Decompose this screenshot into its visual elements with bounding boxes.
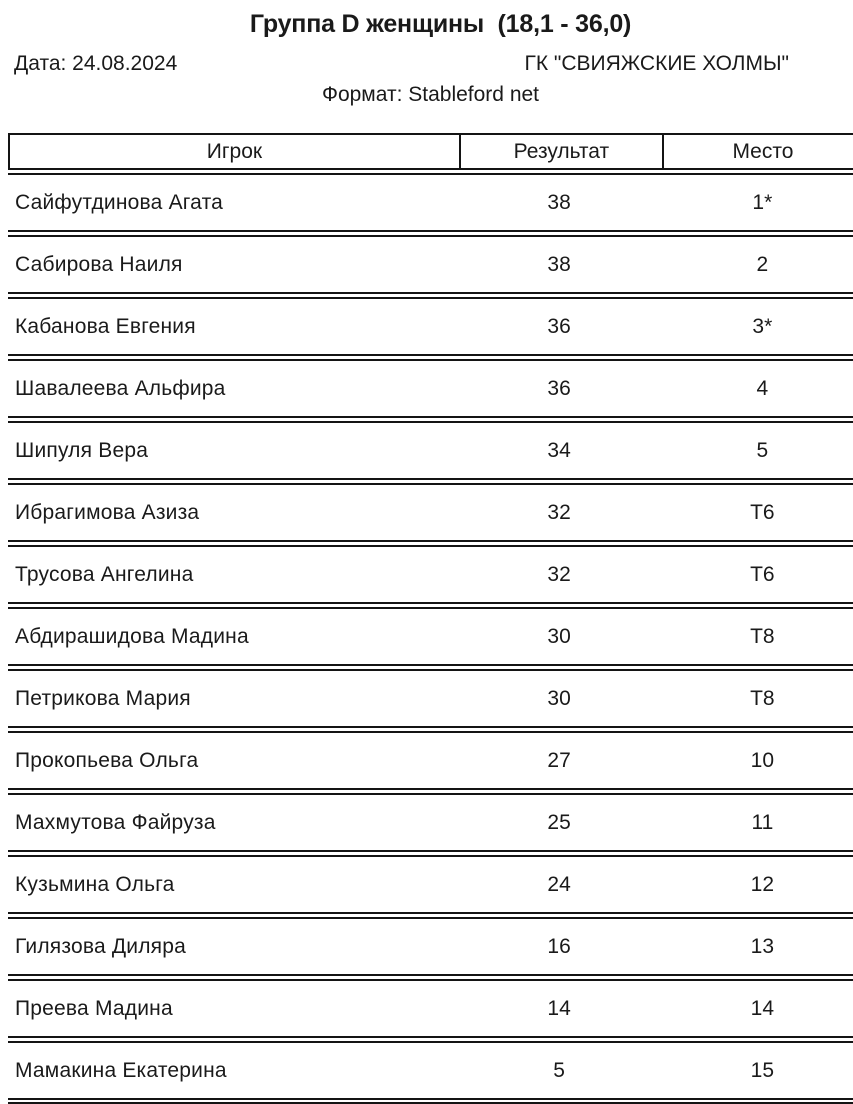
player-name-cell: Абдирашидова Мадина	[15, 624, 249, 648]
table-row	[8, 669, 853, 728]
player-name-cell: Кабанова Евгения	[15, 314, 196, 338]
place-cell: 4	[756, 376, 769, 400]
place-cell: 1*	[752, 190, 773, 214]
page-title: Группа D женщины (18,1 - 36,0)	[249, 10, 632, 38]
table-body	[8, 173, 853, 1100]
result-cell: 5	[553, 1058, 565, 1082]
result-cell: 32	[547, 562, 571, 586]
result-cell: 38	[547, 190, 571, 214]
result-cell: 25	[547, 810, 571, 834]
player-name-cell: Петрикова Мария	[15, 686, 191, 710]
table-row	[8, 1041, 853, 1100]
result-cell: 30	[547, 686, 571, 710]
result-cell: 27	[547, 748, 571, 772]
place-cell: Т8	[750, 624, 775, 648]
player-name-cell: Трусова Ангелина	[15, 562, 194, 586]
format-label: Формат: Stableford net	[321, 83, 540, 106]
results-table	[8, 133, 853, 1104]
table-row	[8, 855, 853, 914]
place-cell: Т8	[750, 686, 775, 710]
result-cell: 24	[547, 872, 571, 896]
player-name-cell: Гилязова Диляра	[15, 934, 186, 958]
place-cell: 3*	[752, 314, 773, 338]
place-cell: 11	[751, 810, 774, 834]
table-row	[8, 297, 853, 356]
table-row	[8, 483, 853, 542]
player-name-cell: Мамакина Екатерина	[15, 1058, 227, 1082]
place-cell: 15	[750, 1058, 775, 1082]
result-cell: 14	[547, 996, 571, 1020]
result-cell: 36	[547, 314, 571, 338]
place-cell: 13	[750, 934, 775, 958]
player-name-cell: Прокопьева Ольга	[15, 748, 199, 772]
meta-row	[0, 52, 853, 76]
player-name-cell: Ибрагимова Азиза	[15, 500, 200, 524]
player-name-cell: Шипуля Вера	[15, 438, 149, 462]
date-label: Дата: 24.08.2024	[14, 52, 178, 75]
player-name-cell: Кузьмина Ольга	[15, 872, 175, 896]
place-cell: 2	[756, 252, 769, 276]
place-cell: 14	[750, 996, 775, 1020]
player-name-cell: Сабирова Наиля	[15, 252, 183, 276]
column-header-player: Игрок	[206, 139, 263, 163]
column-header-place: Место	[662, 135, 853, 168]
table-row	[8, 421, 853, 480]
place-cell: 10	[750, 748, 775, 772]
result-cell: 30	[547, 624, 571, 648]
table-row	[8, 917, 853, 976]
table-row	[8, 731, 853, 790]
place-cell: Т6	[750, 562, 775, 586]
player-name-cell: Махмутова Файруза	[15, 810, 216, 834]
table-row	[8, 359, 853, 418]
place-cell: Т6	[750, 500, 775, 524]
table-header	[8, 133, 853, 170]
player-name-cell: Сайфутдинова Агата	[15, 190, 224, 214]
place-cell: 5	[756, 438, 769, 462]
result-cell: 38	[547, 252, 571, 276]
table-row	[8, 545, 853, 604]
result-cell: 36	[547, 376, 571, 400]
result-cell: 34	[547, 438, 571, 462]
table-row	[8, 173, 853, 232]
result-cell: 16	[547, 934, 571, 958]
club-name: ГК "СВИЯЖСКИЕ ХОЛМЫ"	[524, 52, 789, 75]
place-cell: 12	[750, 872, 775, 896]
player-name-cell: Преева Мадина	[15, 996, 173, 1020]
table-row	[8, 607, 853, 666]
table-row	[8, 979, 853, 1038]
player-name-cell: Шавалеева Альфира	[15, 376, 226, 400]
result-cell: 32	[547, 500, 571, 524]
table-row	[8, 793, 853, 852]
column-header-result: Результат	[459, 135, 662, 168]
table-row	[8, 235, 853, 294]
